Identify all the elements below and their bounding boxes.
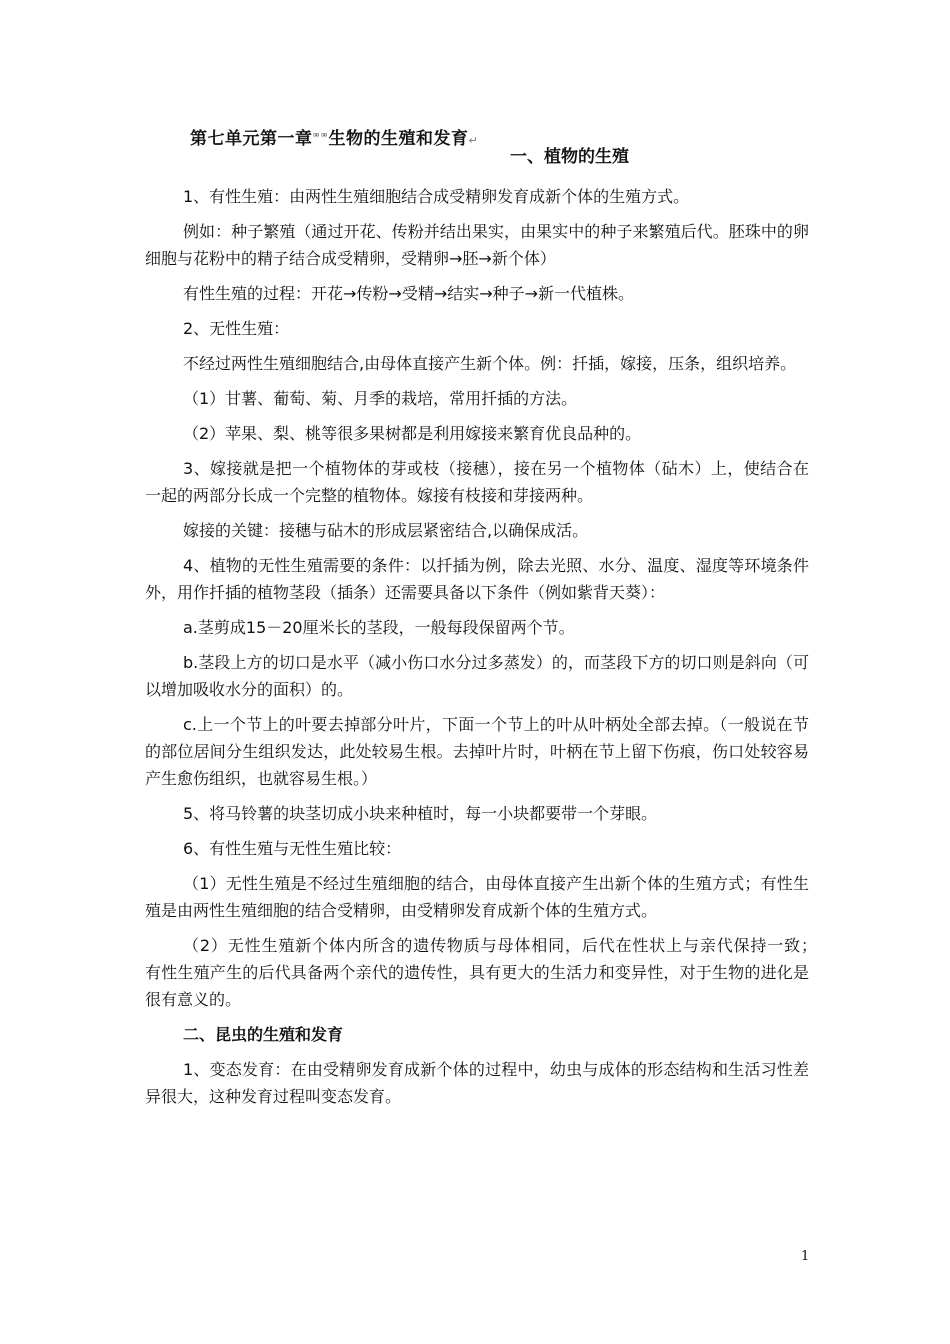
paragraph: 不经过两性生殖细胞结合,由母体直接产生新个体。例：扦插，嫁接，压条，组织培养。 [183, 354, 797, 373]
paragraph: （1）甘薯、葡萄、菊、月季的栽培，常用扦插的方法。 [183, 389, 578, 408]
paragraph: 2、无性生殖： [183, 319, 290, 338]
paragraph-mark-icon: ↵ [468, 134, 479, 147]
section-heading-insect-reproduction: 二、昆虫的生殖和发育 [183, 1025, 344, 1044]
paragraph: 嫁接的关键：接穗与砧木的形成层紧密结合,以确保成活。 [183, 521, 589, 540]
section-heading-plant-reproduction: 一、植物的生殖 [510, 147, 629, 167]
paragraph: （1）无性生殖是不经过生殖细胞的结合，由母体直接产生出新个体的生殖方式；有性生殖是由两性生殖细胞的结合受精卵，由受精卵发育成新个体的生殖方式。 [145, 874, 809, 920]
document-title [190, 124, 478, 149]
paragraph: 1、有性生殖：由两性生殖细胞结合成受精卵发育成新个体的生殖方式。 [183, 187, 690, 206]
paragraph: 有性生殖的过程：开花→传粉→受精→结实→种子→新一代植株。 [183, 284, 635, 303]
paragraph: c.上一个节上的叶要去掉部分叶片，下面一个节上的叶从叶柄处全部去掉。（一般说在节的部位居间分生组织发达，此处较易生根。去掉叶片时，叶柄在节上留下伤痕，伤口处较容易产生愈伤组织，也就容易生根。） [145, 715, 809, 788]
paragraph: 1、变态发育：在由受精卵发育成新个体的过程中，幼虫与成体的形态结构和生活习性差异很大，这种发育过程叫变态发育。 [145, 1060, 809, 1106]
paragraph: 6、有性生殖与无性生殖比较： [183, 839, 402, 858]
paragraph: （2）无性生殖新个体内所含的遗传物质与母体相同，后代在性状上与亲代保持一致； 有性生殖产生的后代具备两个亲代的遗传性，具有更大的生活力和变异性，对于生物的进化是很有意义的。 [145, 936, 826, 1009]
paragraph: 4、植物的无性生殖需要的条件：以扦插为例，除去光照、水分、温度、湿度等环境条件外，用作扦插的植物茎段（插条）还需要具备以下条件（例如紫背天葵）： [145, 556, 809, 602]
paragraph: a.茎剪成15－20厘米长的茎段，一般每段保留两个节。 [183, 618, 575, 637]
body-text [145, 183, 826, 1118]
paragraph: b.茎段上方的切口是水平（减小伤口水分过多蒸发）的，而茎段下方的切口则是斜向（可以增加吸收水分的面积）的。 [145, 653, 809, 699]
title-text: 第七单元第一章 [190, 129, 313, 149]
paragraph: （2）苹果、梨、桃等很多果树都是利用嫁接来繁育优良品种的。 [183, 424, 642, 443]
paragraph: 5、将马铃薯的块茎切成小块来种植时，每一小块都要带一个芽眼。 [183, 804, 658, 823]
page-number: 1 [801, 1249, 810, 1264]
title-separator: ∞∞ [312, 130, 329, 141]
paragraph: 3、嫁接就是把一个植物体的芽或枝（接穗），接在另一个植物体（砧木）上，使结合在一起的两部分长成一个完整的植物体。嫁接有枝接和芽接两种。 [145, 459, 809, 505]
title-rest: 生物的生殖和发育 [328, 129, 469, 149]
paragraph: 例如：种子繁殖（通过开花、传粉并结出果实，由果实中的种子来繁殖后代。胚珠中的卵细胞与花粉中的精子结合成受精卵，受精卵→胚→新个体） [145, 222, 809, 268]
